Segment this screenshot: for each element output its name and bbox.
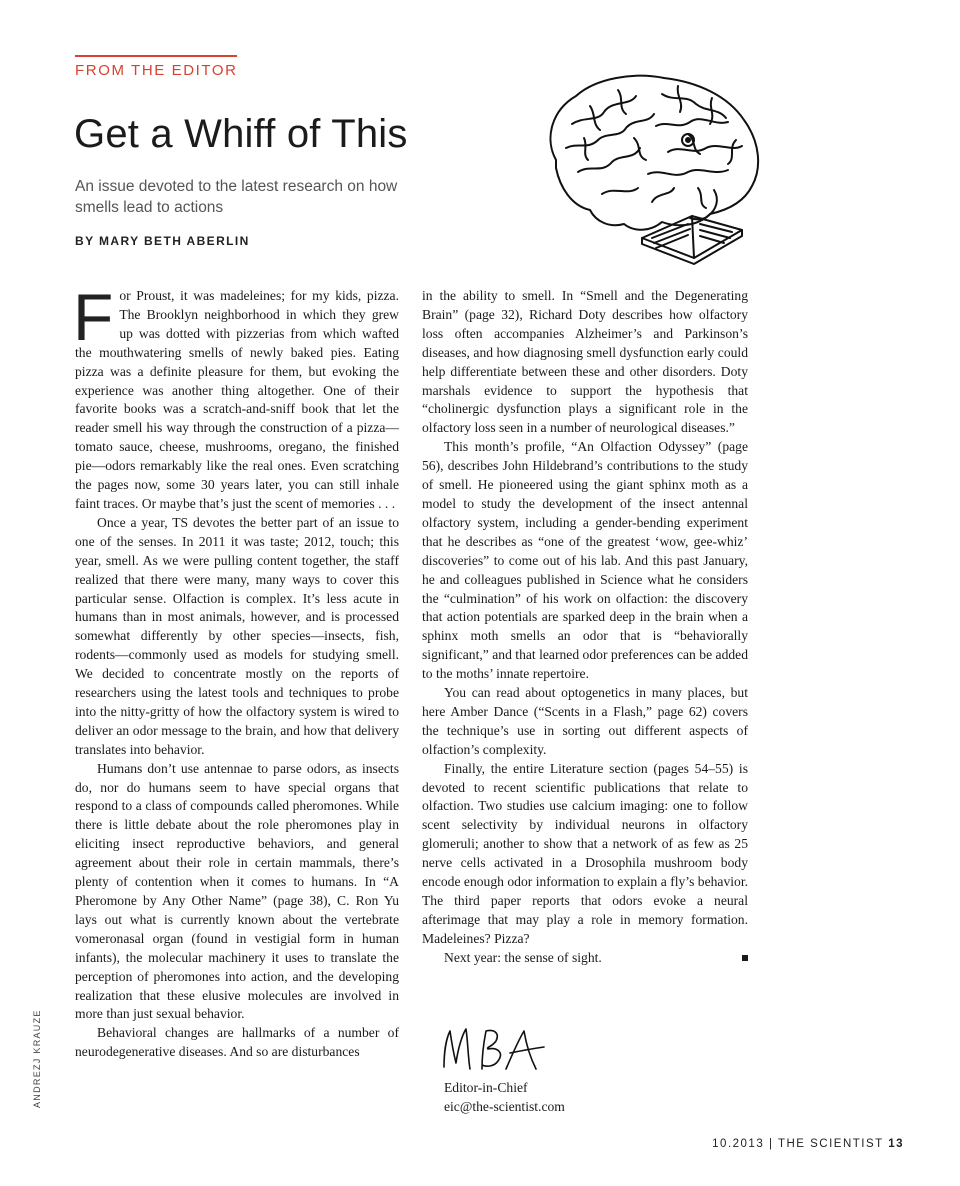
paragraph: Finally, the entire Literature section (pages 54–55) is devoted to recent scientific publications that relate to olfaction. Two studies use calcium imaging: one to follow scent selectivity by individual neurons in olfactory glomeruli; another to show that a network of as few as 25 nerve cells activated in a Drosophila mushroom body encode enough odor information to explain a fly’s behavior. The third paper reports that odors evoke a neural afterimage that may play a role in memory formation. Madeleines? Pizza? [422,760,748,946]
paragraph: This month’s profile, “An Olfaction Odyssey” (page 56), describes John Hildebrand’s contributions to the study of smell. He pioneered using the giant sphinx moth as a model to study the development of the insect antennal olfactory system, including a gender-bending experiment that he describes as “one of the greatest ‘wow, gee-whiz’ discoveries” to come out of his lab. And this past January, he and colleagues published in Science what he considers the “culmination” of his work on olfaction: the discovery that action potentials are sparked deep in the brain when a sphinx moth smells an odor that is “behaviorally significant,” and that learned odor preferences can be added to the moths’ innate repertoire. [422,439,748,682]
issue-date: 10.2013 [712,1138,765,1150]
page-footer [712,1138,904,1150]
paragraph: You can read about optogenetics in many places, but here Amber Dance (“Scents in a Flash,” page 62) covers the technique’s use in sorting out different aspects of olfaction’s complexity. [422,685,748,757]
editor-email[interactable]: eic@the-scientist.com [444,1099,565,1114]
dek: An issue devoted to the latest research on how smells lead to actions [75,178,398,216]
editor-title: Editor-in-Chief [444,1080,528,1095]
paragraph-text: Next year: the sense of sight. [444,949,602,965]
end-mark-icon [742,955,748,961]
paragraph: Once a year, TS devotes the better part of an issue to one of the senses. In 2011 it was taste; 2012, touch; this year, smell. As we were pulling content together, the staff realized that there were many, many ways to cover this particular sense. Olfaction is complex. It’s less acute in humans than in most animals, however, and is processed somewhat differently by other species—insects, fish, rodents—commonly used as models for studying smell. We decided to concentrate mostly on the reports of researchers using the latest tools and techniques to probe into the nitty-gritty of how the olfactory system is wired to deliver an odor message to the brain, and how that delivery translates into behavior. [75,514,399,757]
article-column-right [422,287,748,968]
article-column-left [73,280,399,1062]
paragraph: in the ability to smell. In “Smell and the Degenerating Brain” (page 32), Richard Doty describes how olfactory loss often accompanies Alzheimer’s and Parkinson’s diseases, and how diagnosing smell dysfunction early could help differentiate between these and other disorders. Doty marshals evidence to support the hypothesis that “cholinergic dysfunction plays a significant role in the olfactory loss seen in a number of neurological diseases.” [422,288,748,436]
paragraph [422,949,748,968]
section-label: FROM THE EDITOR [75,62,238,79]
drop-cap: F [73,280,114,354]
paragraph-text: or Proust, it was madeleines; for my kids, pizza. The Brooklyn neighborhood in which they grew up was dotted with pizzerias from which wafted the mouthwatering smells of newly baked pies. Eating pizza was a definite pleasure for them, but evoking the experience was another thing altogether. One of their favorite books was a scratch-and-sniff book that let the reader smell his way through the construction of a pizza—tomato sauce, cheese, mushrooms, oregano, the finished pie—odors remarkably like the real ones. Even scratching the pages now, some 30 years later, you can still inhale faint traces. Or maybe that’s just the scent of memories . . . [75,288,399,511]
illustration-credit: ANDREZJ KRAUZE [32,1009,42,1108]
byline: BY MARY BETH ABERLIN [75,234,250,248]
magazine-name: THE SCIENTIST [777,1138,884,1150]
signoff [444,1078,565,1116]
footer-separator: | [768,1138,774,1150]
paragraph [73,280,399,514]
brain-reading-book-illustration [538,68,776,270]
page-number: 13 [888,1138,904,1150]
headline: Get a Whiff of This [74,112,408,156]
paragraph: Humans don’t use antennae to parse odors, as insects do, nor do humans seem to have special organs that respond to a class of compounds called pheromones. While there is little debate about the role pheromones play in eliciting insect reproductive behaviors, and general agreement about their role in certain mammals, there’s plenty of contention when it comes to humans. In “A Pheromone by Any Other Name” (page 38), C. Ron Yu lays out what is currently known about the vertebrate vomeronasal organ (found in vestigial form in human infants), the molecular machinery it uses to translate the perception of pheromones into action, and the developing realization that these elusive molecules are involved in more than just sexual behavior. [75,760,399,1022]
editor-signature [438,1017,548,1075]
section-rule [75,55,237,57]
paragraph: Behavioral changes are hallmarks of a number of neurodegenerative diseases. And so are disturbances [75,1025,399,1060]
